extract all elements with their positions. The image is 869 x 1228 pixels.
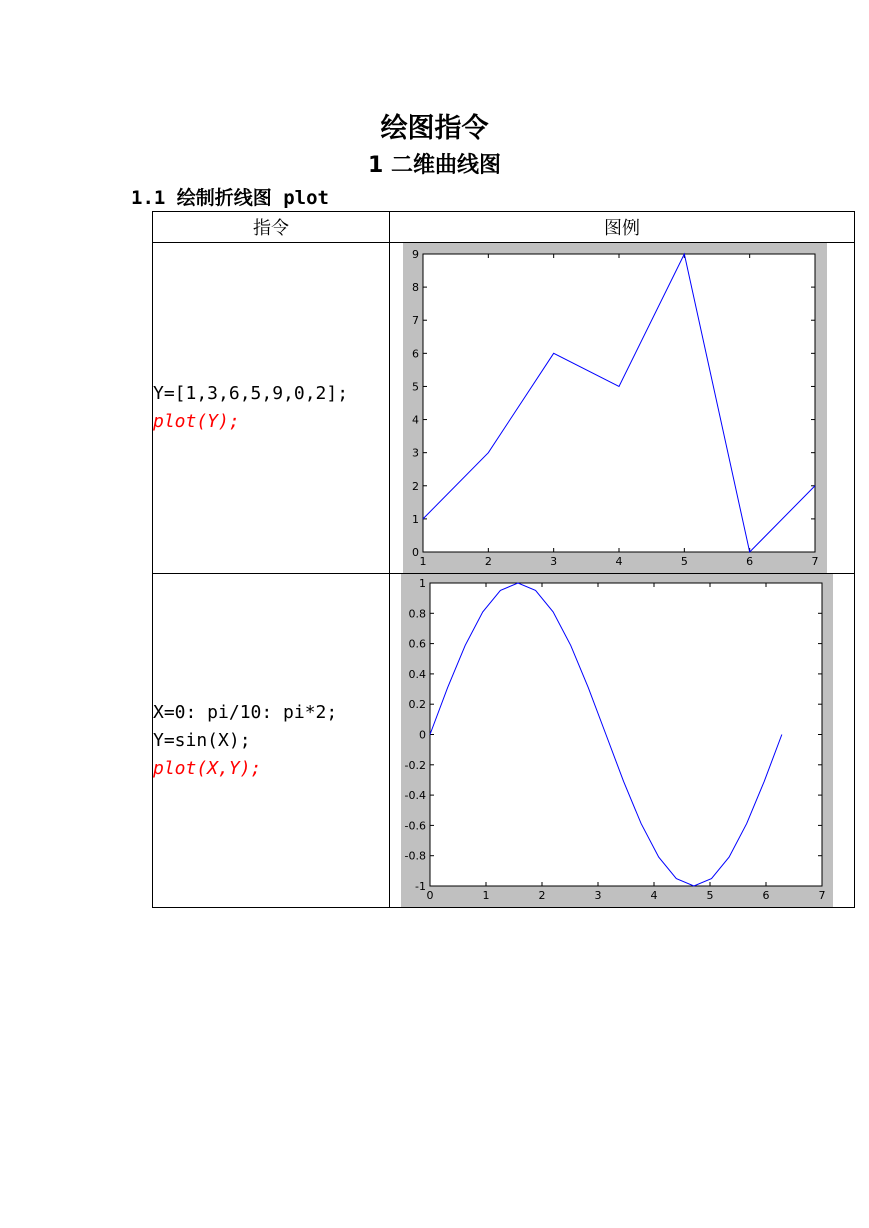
code-line: X=0: pi/10: pi*2;	[153, 701, 338, 723]
command-cell	[153, 243, 390, 574]
table-row	[153, 574, 855, 908]
y-tick-label: 8	[412, 281, 419, 295]
table-row	[153, 243, 855, 574]
y-tick-label: -0.4	[404, 789, 426, 803]
chapter-heading: 1 二维曲线图	[368, 153, 501, 178]
x-tick-label: 4	[615, 555, 623, 568]
y-tick-label: 4	[412, 413, 419, 427]
x-tick-label: 6	[762, 889, 770, 902]
section-heading: 1.1 绘制折线图 plot	[131, 187, 329, 209]
x-tick-label: 1	[419, 555, 427, 568]
y-tick-label: 7	[412, 314, 419, 328]
y-tick-label: -0.8	[404, 849, 426, 863]
plot-area	[430, 583, 822, 886]
y-tick-label: -0.2	[404, 758, 426, 772]
y-tick-label: 0	[419, 728, 426, 742]
y-tick-label: 1	[412, 512, 419, 526]
header-example: 图例	[390, 212, 855, 243]
y-tick-label: -0.6	[404, 819, 426, 833]
x-tick-label: 7	[811, 555, 819, 568]
code-line: Y=sin(X);	[153, 729, 251, 751]
y-tick-label: 9	[412, 248, 419, 261]
x-tick-label: 7	[818, 889, 826, 902]
y-tick-label: 0	[412, 546, 419, 559]
x-tick-label: 1	[482, 889, 490, 902]
x-tick-label: 2	[538, 889, 546, 902]
x-tick-label: 6	[746, 555, 754, 568]
x-tick-label: 2	[484, 555, 492, 568]
x-tick-label: 3	[594, 889, 602, 902]
command-cell	[153, 574, 390, 908]
y-tick-label: 2	[412, 479, 419, 493]
y-tick-label: 0.8	[408, 607, 426, 621]
y-tick-label: 3	[412, 446, 419, 460]
x-tick-label: 5	[706, 889, 714, 902]
plot-call: plot(Y);	[153, 411, 240, 432]
figure-cell	[390, 574, 855, 908]
y-tick-label: -1	[415, 880, 426, 893]
line-chart-2	[390, 574, 854, 907]
x-tick-label: 3	[550, 555, 558, 568]
line-chart-1	[390, 243, 854, 573]
page-title: 绘图指令	[380, 113, 489, 144]
header-command: 指令	[153, 212, 390, 243]
x-tick-label: 4	[650, 889, 658, 902]
figure-cell	[390, 243, 855, 574]
x-tick-label: 0	[426, 889, 434, 902]
plot-call: plot(X,Y);	[153, 757, 262, 779]
y-tick-label: 1	[419, 577, 426, 590]
y-tick-label: 0.4	[408, 667, 426, 681]
y-tick-label: 0.2	[408, 698, 426, 712]
code-line: Y=[1,3,6,5,9,0,2];	[153, 383, 349, 404]
plot-area	[423, 254, 815, 552]
command-table	[152, 211, 855, 908]
table-header-row	[153, 212, 855, 243]
y-tick-label: 0.6	[408, 637, 426, 651]
y-tick-label: 5	[412, 380, 419, 394]
x-tick-label: 5	[680, 555, 688, 568]
y-tick-label: 6	[412, 347, 419, 361]
